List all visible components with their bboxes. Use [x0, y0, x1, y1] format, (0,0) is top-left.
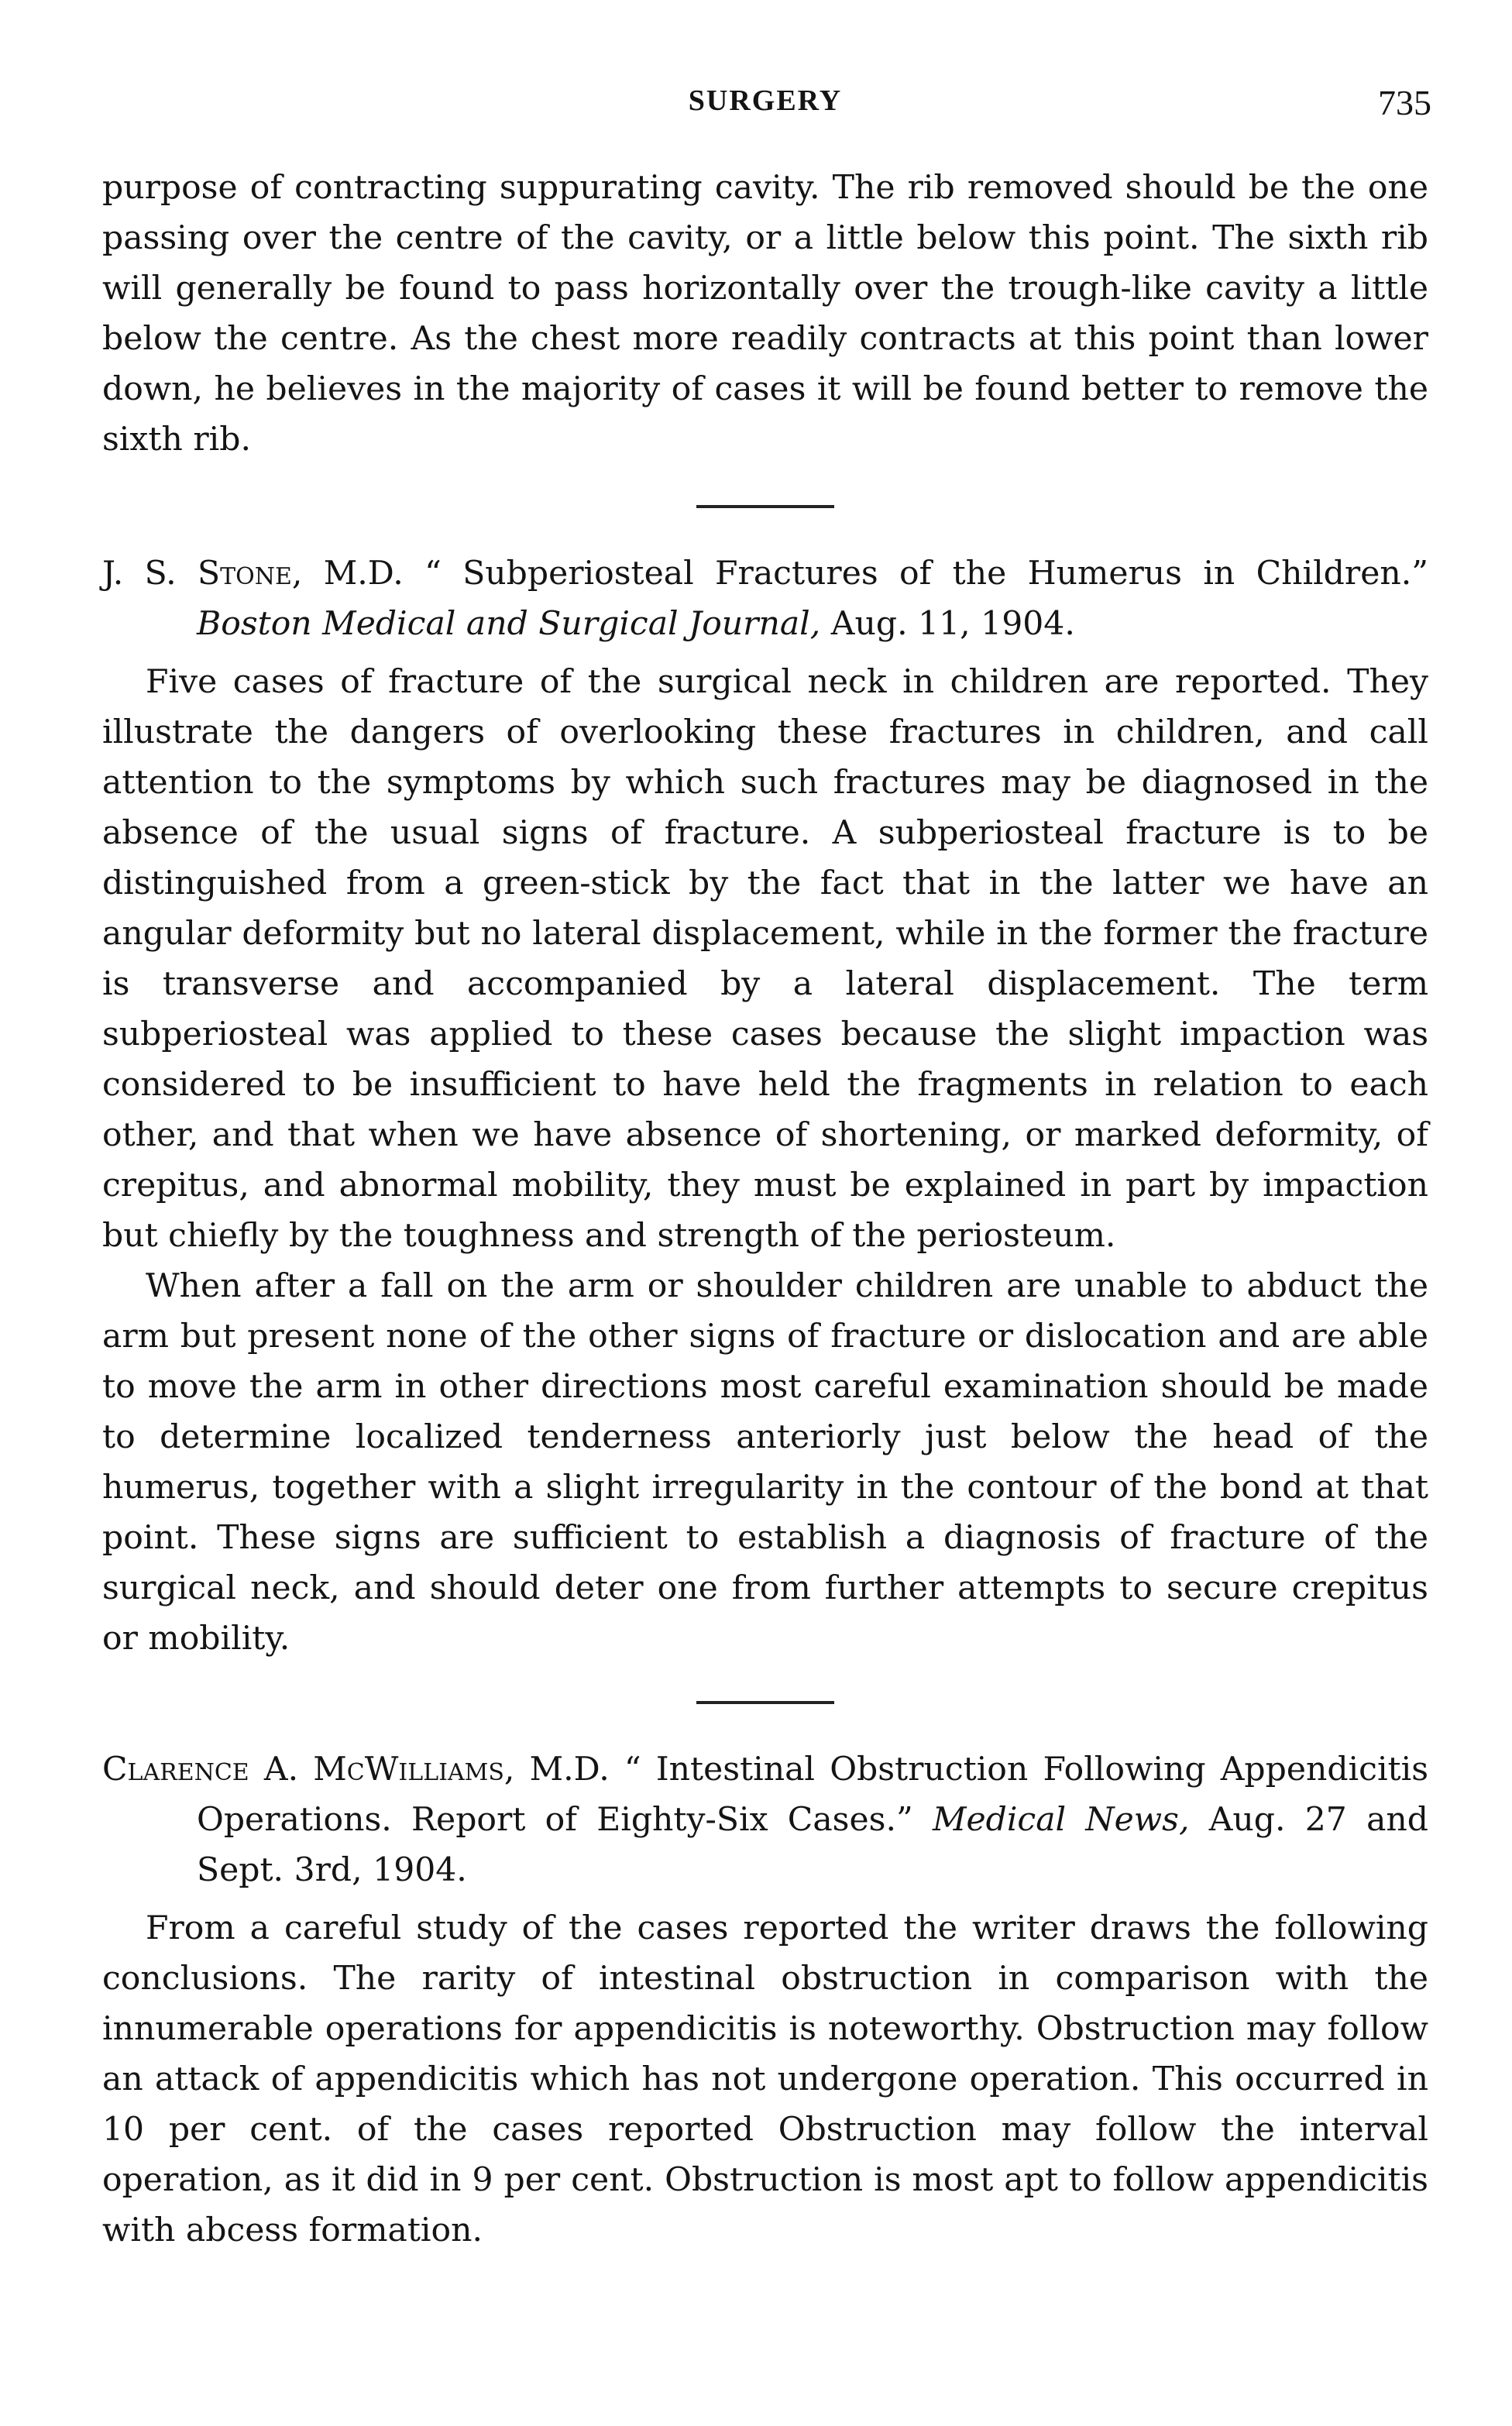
entry-paragraph: When after a fall on the arm or shoulder children are unable to abduct the arm but present none of the other signs of fracture or dislocation and are able to move the arm in other directions most careful examination should be made to determine localized tenderness anteriorly just below the head of the humerus, together with a slight irregularity in the contour of the bond at that point. These signs are sufficient to establish a diagnosis of fracture of the surgical neck, and should deter one from further attempts to secure crepitus or mobility. [102, 1267, 1428, 1658]
entry-citation [102, 1744, 1428, 1895]
intro-paragraph: purpose of contracting suppurating cavity. The rib removed should be the one passing over the centre of the cavity, or a little below this point. The sixth rib will generally be found to pass horizontally over the trough-like cavity a little below the centre. As the chest more readily contracts at this point than lower down, he believes in the majority of cases it will be found better to remove the sixth rib. [102, 169, 1428, 459]
running-head: SURGERY [688, 84, 843, 117]
entry-stone [102, 548, 1428, 1664]
section-divider [696, 505, 834, 508]
entry-citation [102, 548, 1428, 649]
entry-title: “ Subperiosteal Fractures of the Humerus in Children.” [424, 555, 1428, 593]
entry-date: Aug. 11, 1904. [830, 605, 1075, 643]
entry-author: J. S. Stone, M.D. [102, 555, 404, 593]
entry-title: “ Intestinal Obstruction Following Appendicitis Operations. Report of Eighty-Six Cases.” [197, 1751, 1429, 1839]
entry-paragraph: From a careful study of the cases reported the writer draws the following conclusions. The rarity of intestinal obstruction in comparison with the innumerable operations for appendicitis is noteworthy. Obstruction may follow an attack of appendicitis which has not undergone operation. This occurred in 10 per cent. of the cases reported Obstruction may follow the interval operation, as it did in 9 per cent. Obstruction is most apt to follow appendicitis with abcess formation. [102, 1909, 1428, 2249]
entry-mcwilliams [102, 1744, 1428, 2256]
page-number: 735 [1378, 83, 1431, 122]
page-header [99, 82, 1431, 129]
entry-journal: Medical News, [932, 1801, 1190, 1839]
entry-date: Aug. 27 and Sept. 3rd, 1904. [197, 1801, 1429, 1889]
page-body [102, 163, 1428, 2256]
entry-author: Clarence A. McWilliams, M.D. [102, 1751, 610, 1789]
entry-paragraph: Five cases of fracture of the surgical neck in children are reported. They illustrate the dangers of overlooking these fractures in children, and call attention to the symptoms by which such fractures may be diagnosed in the absence of the usual signs of fracture. A subperiosteal fracture is to be distinguished from a green-stick by the fact that in the latter we have an angular deformity but no lateral displacement, while in the former the fracture is transverse and accompanied by a lateral displacement. The term subperiosteal was applied to these cases because the slight impaction was considered to be insufficient to have held the fragments in relation to each other, and that when we have absence of shortening, or marked deformity, of crepitus, and abnormal mobility, they must be explained in part by impaction but chiefly by the toughness and strength of the periosteum. [102, 663, 1428, 1255]
section-divider [696, 1701, 834, 1704]
entry-journal: Boston Medical and Surgical Journal, [197, 605, 821, 643]
